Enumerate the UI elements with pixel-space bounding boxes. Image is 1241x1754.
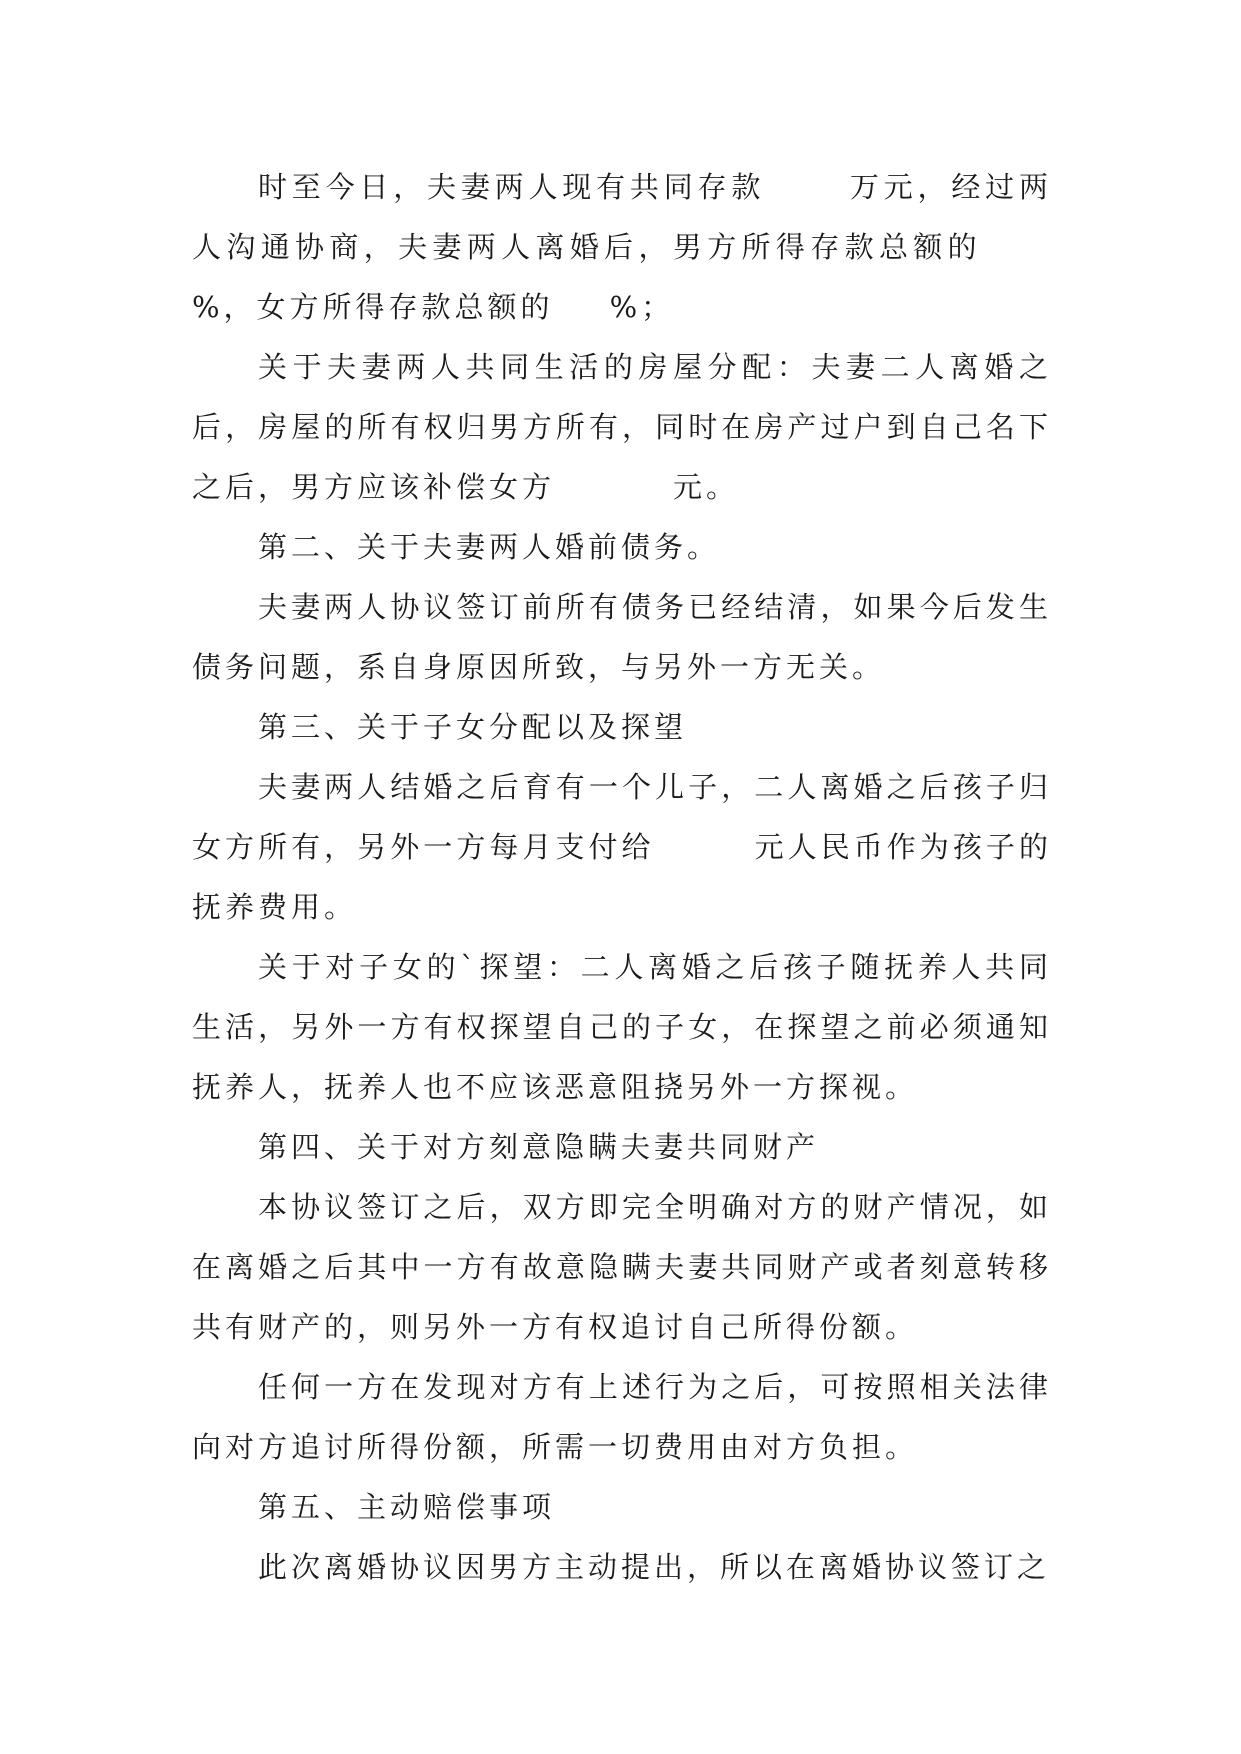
savings-text-2: 万元，经过两人沟通协商，夫妻两人离婚后，男方所得存款总额的: [192, 170, 1052, 264]
house-text-2: 元。: [673, 470, 740, 504]
house-text-1: 关于夫妻两人共同生活的房屋分配：夫妻二人离婚之后，房屋的所有权归男方所有，同时在房产过户到自己名下之后，男方应该补偿女方: [192, 350, 1052, 504]
paragraph-savings: [192, 157, 1052, 337]
paragraph-visitation: 关于对子女的`探望：二人离婚之后孩子随抚养人共同生活，另外一方有权探望自己的子女，在探望之前必须通知抚养人，抚养人也不应该恶意阻挠另外一方探视。: [192, 950, 1052, 1104]
paragraph-recovery: 任何一方在发现对方有上述行为之后，可按照相关法律向对方追讨所得份额，所需一切费用由对方负担。: [192, 1370, 1052, 1464]
document-body: [192, 157, 1052, 1597]
savings-text-1: 时至今日，夫妻两人现有共同存款: [258, 170, 766, 204]
paragraph-house: [192, 337, 1052, 517]
heading-section-5: 第五、主动赔偿事项: [258, 1490, 556, 1524]
paragraph-debts: 夫妻两人协议签订前所有债务已经结清，如果今后发生债务问题，系自身原因所致，与另外一方无关。: [192, 590, 1052, 684]
heading-section-2: 第二、关于夫妻两人婚前债务。: [258, 530, 721, 564]
custody-text-1: 夫妻两人结婚之后育有一个儿子，二人离婚之后孩子归女方所有，另外一方每月支付给: [192, 770, 1052, 864]
paragraph-compensation: 此次离婚协议因男方主动提出，所以在离婚协议签订之: [258, 1550, 1051, 1584]
savings-text-4: %；: [609, 290, 675, 324]
heading-section-4: 第四、关于对方刻意隐瞒夫妻共同财产: [258, 1130, 820, 1164]
paragraph-custody: [192, 757, 1052, 937]
savings-text-3: %，女方所得存款总额的: [192, 290, 554, 324]
heading-section-3: 第三、关于子女分配以及探望: [258, 710, 688, 744]
custody-text-2: 元人民币作为孩子的抚养费用。: [192, 830, 1052, 924]
paragraph-concealment: 本协议签订之后，双方即完全明确对方的财产情况，如在离婚之后其中一方有故意隐瞒夫妻共同财产或者刻意转移共有财产的，则另外一方有权追讨自己所得份额。: [192, 1190, 1052, 1344]
